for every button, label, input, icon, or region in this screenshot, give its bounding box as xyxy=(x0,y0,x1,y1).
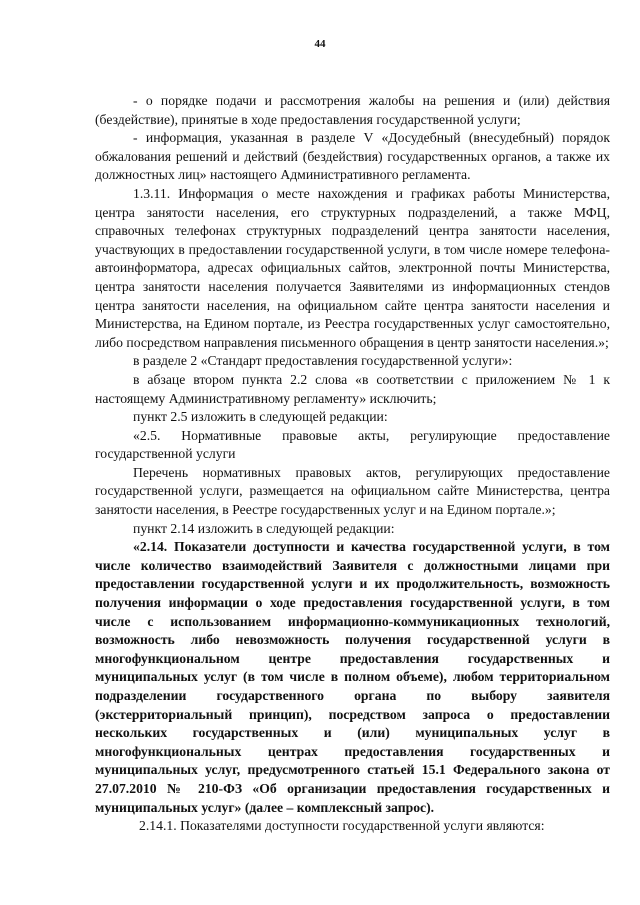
page-number: 44 xyxy=(314,38,326,50)
paragraph-2-14-intro: пункт 2.14 изложить в следующей редакции: xyxy=(133,520,395,536)
paragraph-2-14-title: «2.14. Показатели доступности и качества государственной услуги, в том числе количество взаимодействий Заявителя с должностными лицами при предоставлении государственной услуги и их продолжительность, возможность получения информации о ходе предоставления государственной услуги, в том числе с использованием информационно-коммуникационных технологий, возможность либо невозможность получения государственной услуги в многофункциональном центре предоставления государственных и муниципальных услуг (в том числе в полном объеме), любом территориальном подразделении государственного органа по выбору заявителя (экстерриториальный принцип), посредством запроса о предоставлении нескольких государственных и (или) муниципальных услуг в многофункциональных центрах предоставления государственных и муниципальных услуг, предусмотренного статьей 15.1 Федерального закона от 27.07.2010 № 210-ФЗ «Об организации предоставления государственных и муниципальных услуг» (далее – комплексный запрос). xyxy=(95,539,610,815)
paragraph-2-5-intro: пункт 2.5 изложить в следующей редакции: xyxy=(133,409,388,425)
paragraph-section-v-info: - информация, указанная в разделе V «Досудебный (внесудебный) порядок обжалования решений и действий (бездействия) государственных органов, а также их должностных лиц» настоящего Административного регламента. xyxy=(95,130,610,183)
paragraph-2-2-amendment: в абзаце втором пункта 2.2 слова «в соответствии с приложением № 1 к настоящему Административному регламенту» исключить; xyxy=(95,371,610,406)
paragraph-2-5-title: «2.5. Нормативные правовые акты, регулирующие предоставление государственной услуги xyxy=(95,427,610,462)
paragraph-1-3-11: 1.3.11. Информация о месте нахождения и графиках работы Министерства, центра занятости населения, его структурных подразделений, а также МФЦ, справочных телефонах структурных подразделений центра занятости населения, участвующих в предоставлении государственной услуги, в том числе номере телефона-автоинформатора, адресах официальных сайтов, электронной почты Министерства, центра занятости населения получается Заявителями из информационных стендов центра занятости населения, на официальном сайте центра занятости населения и Министерства, на Едином портале, из Реестра государственных услуг самостоятельно, либо посредством направления письменного обращения в центр занятости населения.»; xyxy=(95,185,610,350)
paragraph-section-2-heading: в разделе 2 «Стандарт предоставления государственной услуги»: xyxy=(133,353,513,369)
paragraph-2-14-1: 2.14.1. Показателями доступности государственной услуги являются: xyxy=(139,818,545,834)
document-body xyxy=(95,92,610,836)
paragraph-2-5-body: Перечень нормативных правовых актов, регулирующих предоставление государственной услуги, размещается на официальном сайте Министерства, центра занятости населения, в Реестре государственных услуг и на Едином портале.»; xyxy=(95,464,610,518)
paragraph-complaint-order: - о порядке подачи и рассмотрения жалобы на решения и (или) действия (бездействие), принятые в ходе предоставления государственной услуги; xyxy=(95,93,610,127)
